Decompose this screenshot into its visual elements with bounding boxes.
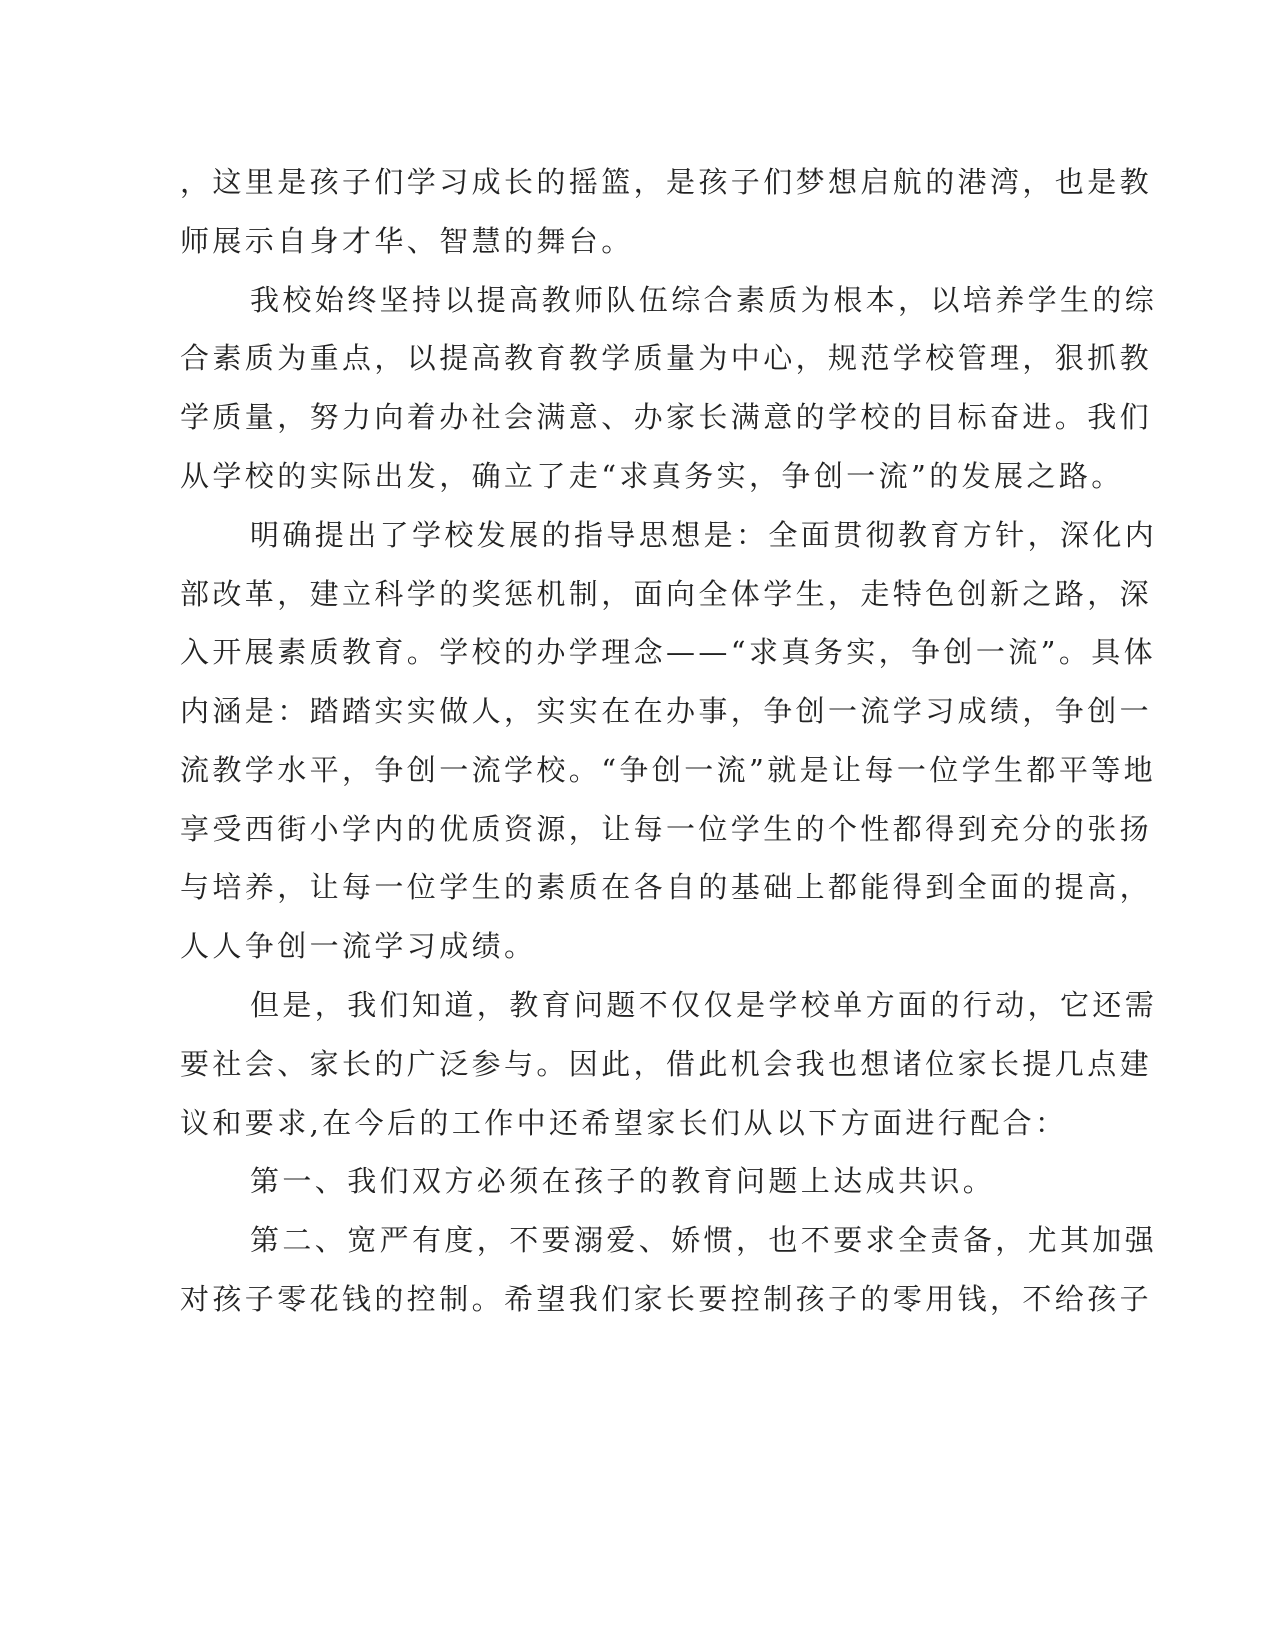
text-line: 学质量，努力向着办社会满意、办家长满意的学校的目标奋进。我们 xyxy=(180,400,1153,434)
paragraph-first-line: 但是，我们知道，教育问题不仅仅是学校单方面的行动，它还需 xyxy=(250,988,1158,1022)
text-line: 要社会、家长的广泛参与。因此，借此机会我也想诸位家长提几点建 xyxy=(180,1047,1153,1081)
paragraph-first-line: 第一、我们双方必须在孩子的教育问题上达成共识。 xyxy=(250,1164,996,1198)
text-line: ，这里是孩子们学习成长的摇篮，是孩子们梦想启航的港湾，也是教 xyxy=(180,165,1153,199)
text-line: 议和要求,在今后的工作中还希望家长们从以下方面进行配合： xyxy=(180,1106,1068,1140)
text-line: 人人争创一流学习成绩。 xyxy=(180,929,537,963)
text-line: 从学校的实际出发，确立了走“求真务实，争创一流”的发展之路。 xyxy=(180,459,1124,493)
text-line: 师展示自身才华、智慧的舞台。 xyxy=(180,224,634,258)
text-line: 流教学水平，争创一流学校。“争创一流”就是让每一位学生都平等地 xyxy=(180,753,1157,787)
text-line: 合素质为重点，以提高教育教学质量为中心，规范学校管理，狠抓教 xyxy=(180,341,1153,375)
paragraph-first-line: 第二、宽严有度，不要溺爱、娇惯，也不要求全责备，尤其加强 xyxy=(250,1223,1158,1257)
text-line: 内涵是：踏踏实实做人，实实在在办事，争创一流学习成绩，争创一 xyxy=(180,694,1153,728)
text-line: 享受西街小学内的优质资源，让每一位学生的个性都得到充分的张扬 xyxy=(180,812,1153,846)
text-line: 部改革，建立科学的奖惩机制，面向全体学生，走特色创新之路，深 xyxy=(180,577,1153,611)
text-line: 对孩子零花钱的控制。希望我们家长要控制孩子的零用钱，不给孩子 xyxy=(180,1282,1153,1316)
paragraph-first-line: 我校始终坚持以提高教师队伍综合素质为根本，以培养学生的综 xyxy=(250,283,1158,317)
text-line: 与培养，让每一位学生的素质在各自的基础上都能得到全面的提高， xyxy=(180,870,1153,904)
text-line: 入开展素质教育。学校的办学理念——“求真务实，争创一流”。具体 xyxy=(180,635,1157,669)
paragraph-first-line: 明确提出了学校发展的指导思想是：全面贯彻教育方针，深化内 xyxy=(250,518,1158,552)
